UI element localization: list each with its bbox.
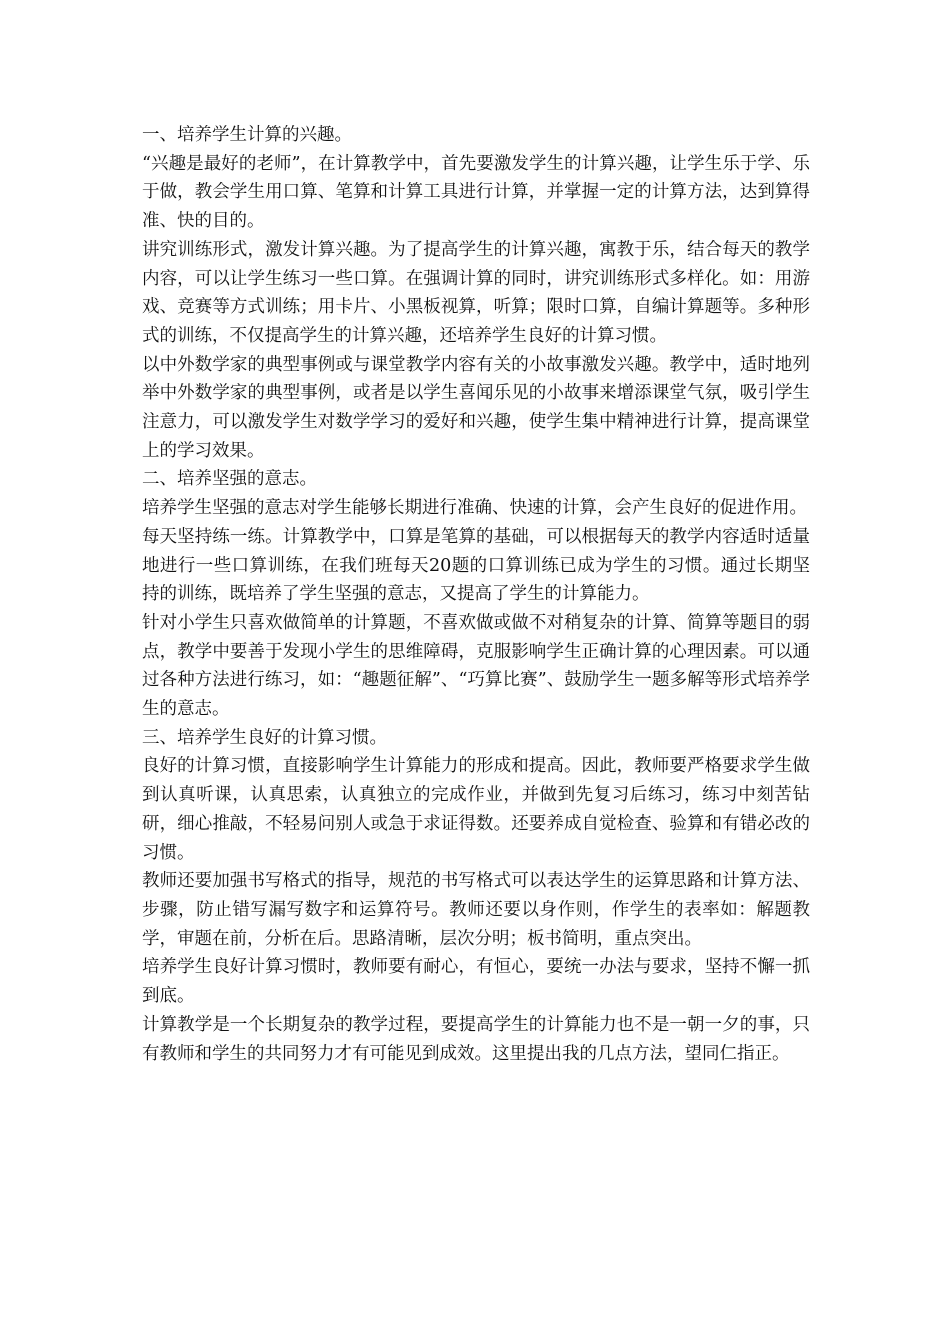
section-heading-2: 二、培养坚强的意志。 [142, 469, 317, 490]
paragraph: 以中外数学家的典型事例或与课堂教学内容有关的小故事激发兴趣。教学中，适时地列举中外数学家的典型事例，或者是以学生喜闻乐见的小故事来增添课堂气氛，吸引学生注意力，可以激发学生对数学学习的爱好和兴趣，使学生集中精神进行计算，提高课堂上的学习效果。 [142, 354, 810, 461]
paragraph: 良好的计算习惯，直接影响学生计算能力的形成和提高。因此，教师要严格要求学生做到认真听课，认真思索，认真独立的完成作业，并做到先复习后练习，练习中刻苦钻研，细心推敲，不轻易问别人或急于求证得数。还要养成自觉检查、验算和有错必改的习惯。 [142, 756, 810, 863]
paragraph: 培养学生坚强的意志对学生能够长期进行准确、快速的计算，会产生良好的促进作用。 [142, 498, 807, 519]
paragraph: 培养学生良好计算习惯时，教师要有耐心，有恒心，要统一办法与要求，坚持不懈一抓到底。 [142, 957, 810, 1007]
document-body [142, 121, 810, 1068]
paragraph: “兴趣是最好的老师”，在计算教学中，首先要激发学生的计算兴趣，让学生乐于学、乐于做，教会学生用口算、笔算和计算工具进行计算，并掌握一定的计算方法，达到算得准、快的目的。 [142, 153, 810, 232]
paragraph: 教师还要加强书写格式的指导，规范的书写格式可以表达学生的运算思路和计算方法、步骤，防止错写漏写数字和运算符号。教师还要以身作则，作学生的表率如：解题教学，审题在前，分析在后。思路清晰，层次分明；板书简明，重点突出。 [142, 871, 810, 949]
paragraph: 针对小学生只喜欢做简单的计算题，不喜欢做或做不对稍复杂的计算、简算等题目的弱点，教学中要善于发现小学生的思维障碍，克服影响学生正确计算的心理因素。可以通过各种方法进行练习，如：“趣题征解”、“巧算比赛”、鼓励学生一题多解等形式培养学生的意志。 [142, 612, 810, 720]
section-heading-3: 三、培养学生良好的计算习惯。 [142, 727, 387, 748]
paragraph: 讲究训练形式，激发计算兴趣。为了提高学生的计算兴趣，寓教于乐，结合每天的教学内容，可以让学生练习一些口算。在强调计算的同时，讲究训练形式多样化。如：用游戏、竞赛等方式训练；用卡片、小黑板视算，听算；限时口算，自编计算题等。多种形式的训练，不仅提高学生的计算兴趣，还培养学生良好的计算习惯。 [142, 239, 810, 346]
section-heading-1: 一、培养学生计算的兴趣。 [142, 125, 352, 145]
paragraph: 每天坚持练一练。计算教学中，口算是笔算的基础，可以根据每天的教学内容适时适量地进行一些口算训练，在我们班每天20题的口算训练已成为学生的习惯。通过长期坚持的训练，既培养了学生坚强的意志，又提高了学生的计算能力。 [142, 526, 810, 605]
paragraph: 计算教学是一个长期复杂的教学过程，要提高学生的计算能力也不是一朝一夕的事，只有教师和学生的共同努力才有可能见到成效。这里提出我的几点方法，望同仁指正。 [142, 1014, 810, 1064]
